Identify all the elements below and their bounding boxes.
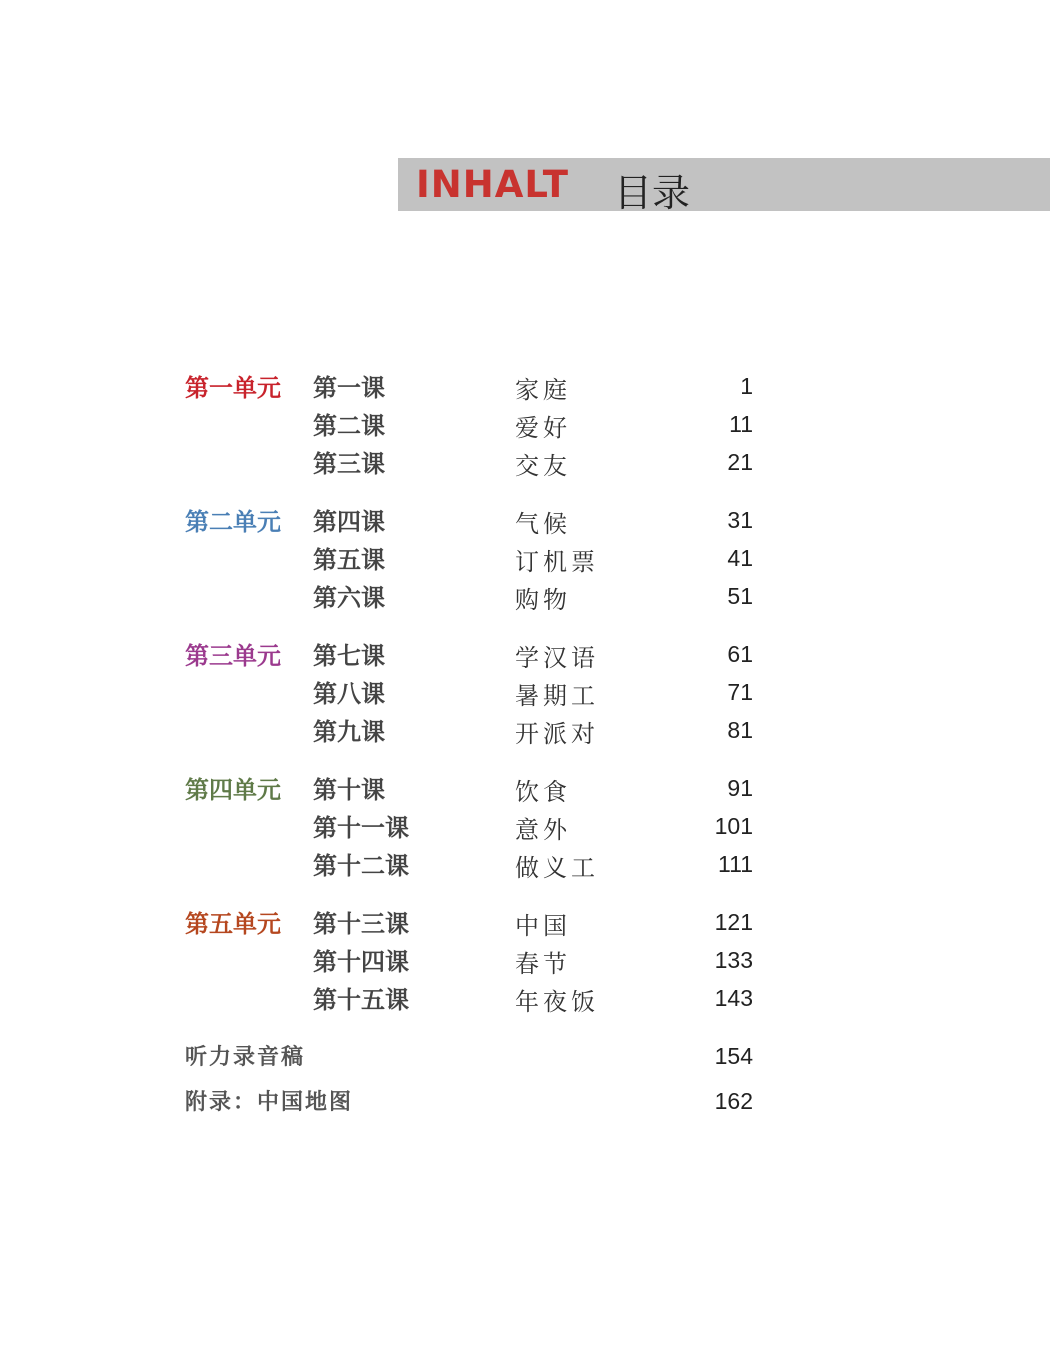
lesson-label[interactable]: 第一课 — [313, 373, 385, 402]
lesson-topic[interactable]: 爱好 — [515, 414, 571, 442]
page-number: 143 — [714, 985, 753, 1011]
lesson-label[interactable]: 第十课 — [313, 775, 385, 804]
lesson-label[interactable]: 第十一课 — [313, 813, 409, 842]
page-number: 81 — [727, 717, 753, 743]
page-number: 133 — [714, 947, 753, 973]
page-number: 101 — [714, 813, 753, 839]
lesson-topic[interactable]: 气候 — [515, 510, 571, 538]
unit-title: 第一单元 — [185, 374, 281, 402]
lesson-label[interactable]: 第八课 — [313, 679, 385, 708]
page-number: 11 — [729, 411, 753, 437]
lesson-label[interactable]: 第六课 — [313, 583, 385, 612]
lesson-topic[interactable]: 暑期工 — [515, 682, 599, 710]
lesson-label[interactable]: 第二课 — [313, 411, 385, 440]
unit-title: 第三单元 — [185, 642, 281, 670]
lesson-topic[interactable]: 年夜饭 — [515, 988, 599, 1016]
page-number: 21 — [727, 449, 753, 475]
lesson-label[interactable]: 第五课 — [313, 545, 385, 574]
page-number: 61 — [727, 641, 753, 667]
page-number: 31 — [727, 507, 753, 533]
lesson-topic[interactable]: 学汉语 — [515, 644, 599, 672]
unit-title: 第四单元 — [185, 776, 281, 804]
header-title-en: INHALT — [416, 163, 570, 206]
page-number: 111 — [718, 851, 753, 877]
lesson-topic[interactable]: 饮食 — [515, 778, 571, 806]
page-number: 41 — [727, 545, 753, 571]
lesson-label[interactable]: 第十五课 — [313, 985, 409, 1014]
lesson-topic[interactable]: 中国 — [515, 912, 571, 940]
lesson-topic[interactable]: 春节 — [515, 950, 571, 978]
page-number: 1 — [740, 373, 753, 399]
lesson-topic[interactable]: 意外 — [515, 816, 571, 844]
lesson-label[interactable]: 第九课 — [313, 717, 385, 746]
lesson-topic[interactable]: 交友 — [515, 452, 571, 480]
page-number: 162 — [714, 1088, 753, 1114]
lesson-label[interactable]: 第三课 — [313, 449, 385, 478]
lesson-label[interactable]: 第七课 — [313, 641, 385, 670]
unit-title: 第五单元 — [185, 910, 281, 938]
lesson-topic[interactable]: 开派对 — [515, 720, 599, 748]
unit-title: 第二单元 — [185, 508, 281, 536]
lesson-topic[interactable]: 购物 — [515, 586, 571, 614]
lesson-label[interactable]: 第四课 — [313, 507, 385, 536]
header-title-zh: 目录 — [614, 171, 691, 215]
lesson-label[interactable]: 第十二课 — [313, 851, 409, 880]
extra-section-title[interactable]: 附录：中国地图 — [185, 1090, 354, 1115]
extra-section-title[interactable]: 听力录音稿 — [185, 1045, 306, 1070]
page-number: 154 — [714, 1043, 753, 1069]
lesson-topic[interactable]: 订机票 — [515, 548, 599, 576]
lesson-topic[interactable]: 做义工 — [515, 854, 599, 882]
lesson-label[interactable]: 第十三课 — [313, 909, 409, 938]
page-number: 51 — [727, 583, 753, 609]
page-number: 71 — [727, 679, 753, 705]
page-number: 91 — [727, 775, 753, 801]
lesson-label[interactable]: 第十四课 — [313, 947, 409, 976]
lesson-topic[interactable]: 家庭 — [515, 376, 571, 404]
page-number: 121 — [714, 909, 753, 935]
